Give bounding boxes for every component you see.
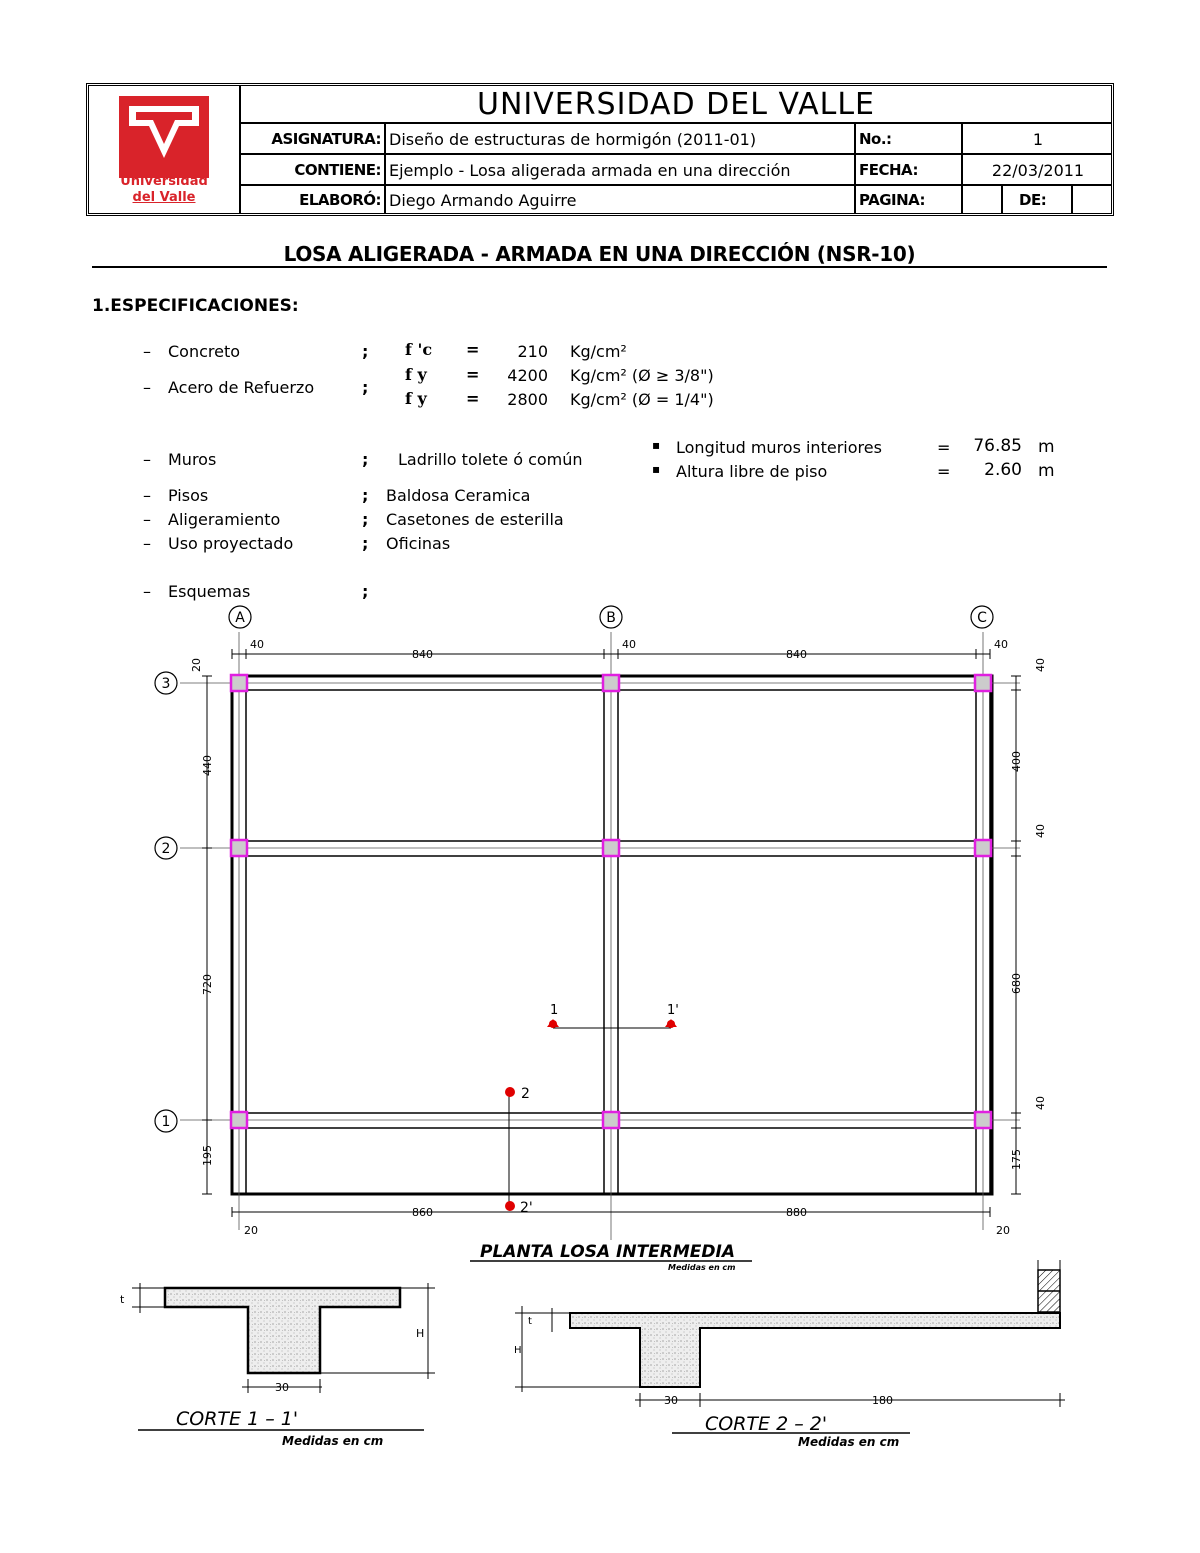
dim-label: 20	[190, 658, 203, 672]
acero-label: Acero de Refuerzo	[168, 378, 315, 397]
dim-h: H	[416, 1327, 425, 1340]
university-row	[241, 86, 1111, 124]
contiene-value: Ejemplo - Losa aligerada armada en una dirección	[389, 161, 791, 180]
bullet: ▪	[652, 462, 661, 476]
cut-marker	[667, 1020, 675, 1028]
axis-label: A	[235, 610, 245, 626]
fy1-value: 4200	[507, 366, 548, 385]
dash: –	[143, 582, 151, 601]
dim-label: 440	[201, 755, 214, 776]
fc-value: 210	[517, 342, 548, 361]
colon: ;	[362, 450, 369, 469]
column	[231, 675, 247, 691]
fecha-value: 22/03/2011	[991, 161, 1085, 180]
fc-unit: Kg/cm²	[570, 342, 627, 361]
dim-label: 720	[201, 974, 214, 995]
unit-m: m	[1038, 437, 1055, 457]
equals: =	[937, 462, 951, 481]
fy-symbol: f y	[405, 389, 427, 408]
altura-label: Altura libre de piso	[676, 462, 828, 481]
dim-label: 175	[1010, 1149, 1023, 1170]
dim-label: 195	[201, 1145, 214, 1166]
corte-1-title: CORTE 1 – 1'	[176, 1408, 299, 1430]
dim-label: 40	[250, 638, 264, 651]
concreto-label: Concreto	[168, 342, 241, 361]
corte-1-units: Medidas en cm	[282, 1434, 384, 1448]
cut-label: 2	[521, 1086, 530, 1102]
fc-symbol: f 'c	[405, 340, 433, 359]
cut-marker	[505, 1087, 515, 1097]
altura-value: 2.60	[984, 460, 1022, 480]
logo-text-1: Universidad	[120, 174, 208, 189]
fy2-unit: Kg/cm² (Ø = 1/4")	[570, 390, 714, 409]
colon: ;	[362, 378, 369, 397]
dim-label: 40	[1034, 1096, 1047, 1110]
dim-label: 20	[996, 1224, 1010, 1237]
dim-label: 40	[1034, 824, 1047, 838]
plan-subtitle: Medidas en cm	[668, 1263, 736, 1272]
elaboro-row	[241, 186, 1111, 213]
unit-m: m	[1038, 461, 1055, 481]
dim-30: 30	[275, 1381, 289, 1394]
column	[975, 840, 991, 856]
dash: –	[143, 486, 151, 505]
dash: –	[143, 534, 151, 553]
colon: ;	[362, 582, 369, 601]
equals: =	[466, 365, 480, 384]
section-1-1	[110, 1275, 450, 1455]
axis-label: C	[977, 610, 987, 626]
cut-marker	[505, 1201, 515, 1211]
cut-label: 1'	[667, 1003, 679, 1018]
column	[231, 840, 247, 856]
floor-plan	[0, 600, 1200, 1280]
aligeramiento-label: Aligeramiento	[168, 510, 281, 529]
colon: ;	[362, 486, 369, 505]
column	[603, 840, 619, 856]
corte-2-units: Medidas en cm	[798, 1435, 900, 1449]
cut-label: 2'	[520, 1200, 533, 1216]
aligeramiento-value: Casetones de esterilla	[386, 510, 564, 529]
column	[603, 1112, 619, 1128]
fy1-unit: Kg/cm² (Ø ≥ 3/8")	[570, 366, 714, 385]
dim-180: 180	[872, 1394, 893, 1407]
pisos-value: Baldosa Ceramica	[386, 486, 531, 505]
dim-label: 880	[786, 1206, 807, 1219]
dim-label: 40	[994, 638, 1008, 651]
dim-label: 400	[1010, 751, 1023, 772]
dim-label: 20	[244, 1224, 258, 1237]
equals: =	[466, 389, 480, 408]
dim-h: H	[514, 1345, 522, 1356]
title-block	[86, 83, 1114, 216]
asignatura-label: ASIGNATURA:	[271, 130, 381, 148]
university-name: UNIVERSIDAD DEL VALLE	[476, 87, 875, 122]
esquemas-label: Esquemas	[168, 582, 251, 601]
document-title: LOSA ALIGERADA - ARMADA EN UNA DIRECCIÓN (NSR-10)	[283, 242, 916, 266]
no-value: 1	[1032, 130, 1044, 149]
dash: –	[143, 510, 151, 529]
title-rule	[92, 266, 1107, 268]
axis-label: 2	[161, 841, 171, 857]
plan-title: PLANTA LOSA INTERMEDIA	[480, 1242, 735, 1262]
logo	[89, 86, 241, 213]
de-label: DE:	[1019, 191, 1047, 209]
logo-text-2: del Valle	[132, 190, 196, 205]
elaboro-value: Diego Armando Aguirre	[389, 191, 577, 210]
axis-label: B	[606, 610, 616, 626]
section-title: 1.ESPECIFICACIONES:	[92, 296, 299, 316]
dim-t: t	[120, 1293, 125, 1306]
no-label: No.:	[859, 130, 892, 148]
column	[975, 675, 991, 691]
dim-label: 860	[412, 1206, 433, 1219]
colon: ;	[362, 510, 369, 529]
dash: –	[143, 378, 151, 397]
bullet: ▪	[652, 438, 661, 452]
pisos-label: Pisos	[168, 486, 209, 505]
equals: =	[466, 340, 480, 359]
asignatura-row	[241, 124, 1111, 155]
contiene-label: CONTIENE:	[294, 161, 381, 179]
colon: ;	[362, 342, 369, 361]
longitud-value: 76.85	[973, 436, 1022, 456]
section-2-2	[500, 1250, 1080, 1455]
corte-2-title: CORTE 2 – 2'	[705, 1413, 828, 1435]
colon: ;	[362, 534, 369, 553]
longitud-label: Longitud muros interiores	[676, 438, 882, 457]
cut-marker	[549, 1020, 557, 1028]
dim-label: 840	[412, 648, 433, 661]
axis-label: 1	[161, 1114, 171, 1130]
muros-value: Ladrillo tolete ó común	[398, 450, 583, 469]
axis-label: 3	[161, 676, 171, 692]
muros-label: Muros	[168, 450, 217, 469]
dim-label: 40	[1034, 658, 1047, 672]
dim-label: 680	[1010, 973, 1023, 994]
column	[231, 1112, 247, 1128]
elaboro-label: ELABORÓ:	[299, 191, 381, 209]
fy2-value: 2800	[507, 390, 548, 409]
column	[603, 675, 619, 691]
fy-symbol: f y	[405, 365, 427, 384]
dim-label: 840	[786, 648, 807, 661]
contiene-row	[241, 155, 1111, 186]
cut-label: 1	[550, 1003, 559, 1018]
dim-t: t	[528, 1316, 532, 1327]
equals: =	[937, 438, 951, 457]
dash: –	[143, 342, 151, 361]
column	[975, 1112, 991, 1128]
asignatura-value: Diseño de estructuras de hormigón (2011-01)	[389, 130, 757, 149]
pagina-label: PAGINA:	[859, 191, 926, 209]
fecha-label: FECHA:	[859, 161, 918, 179]
uso-value: Oficinas	[386, 534, 451, 553]
uso-label: Uso proyectado	[168, 534, 294, 553]
dash: –	[143, 450, 151, 469]
dim-30: 30	[664, 1394, 678, 1407]
dim-label: 40	[622, 638, 636, 651]
